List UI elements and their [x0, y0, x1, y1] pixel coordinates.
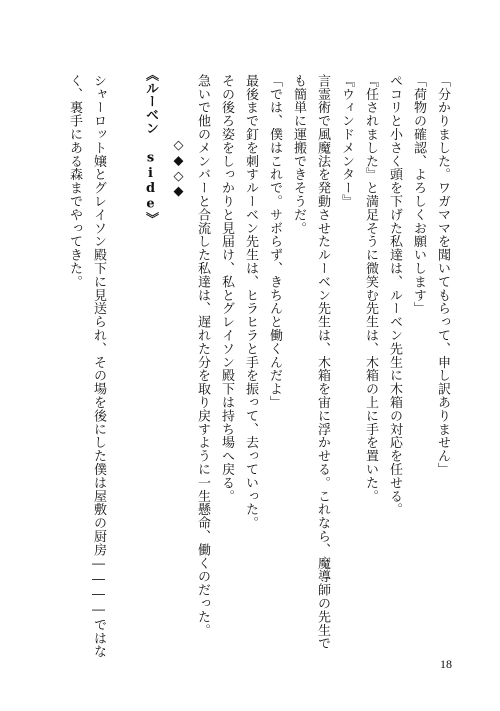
text-line-10: その後ろ姿をしっかりと見届け、私とグレイソン殿下は持ち場へ戻る。 — [219, 74, 234, 503]
section-break-diamonds: ◇◆◇◆ — [171, 138, 186, 200]
text-line-1: 「分かりました。ワガママを聞いてもらって、申し訳ありません」 — [435, 74, 450, 476]
text-line-2: 「荷物の確認、よろしくお願いします」 — [411, 74, 426, 316]
text-line-11: 急いで他のメンバーと合流した私達は、遅れた分を取り戻すように一生懸命、働くのだった。 — [195, 74, 210, 637]
text-line-6: 言霊術で風魔法を発動させたルーベン先生は、木箱を宙に浮かせる。これなら、魔導師の先生で — [315, 74, 330, 651]
text-line-7: も簡単に運搬できそうだ。 — [291, 74, 306, 235]
text-line-8: 「では、僕はこれで。サボらず、きちんと働くんだよ」 — [267, 74, 282, 409]
section-heading: 《ルーベン side》 — [143, 68, 158, 226]
text-line-13: く、裏手にある森までやってきた。 — [67, 74, 82, 289]
text-line-3: ペコリと小さく頭を下げた私達は、ルーベン先生に木箱の対応を任せる。 — [387, 74, 402, 517]
text-line-12: シャーロット嬢とグレイソン殿下に見送られ、その場を後にした僕は屋敷の厨房――――ではな — [91, 74, 106, 659]
text-line-5: 『ウィンドメンター』 — [339, 74, 354, 208]
page-number: 18 — [440, 657, 452, 671]
text-line-4: 『任されました』と満足そうに微笑む先生は、木箱の上に手を置いた。 — [363, 74, 378, 503]
text-line-9: 最後まで釘を刺すルーベン先生は、ヒラヒラと手を振って、去っていった。 — [243, 74, 258, 530]
